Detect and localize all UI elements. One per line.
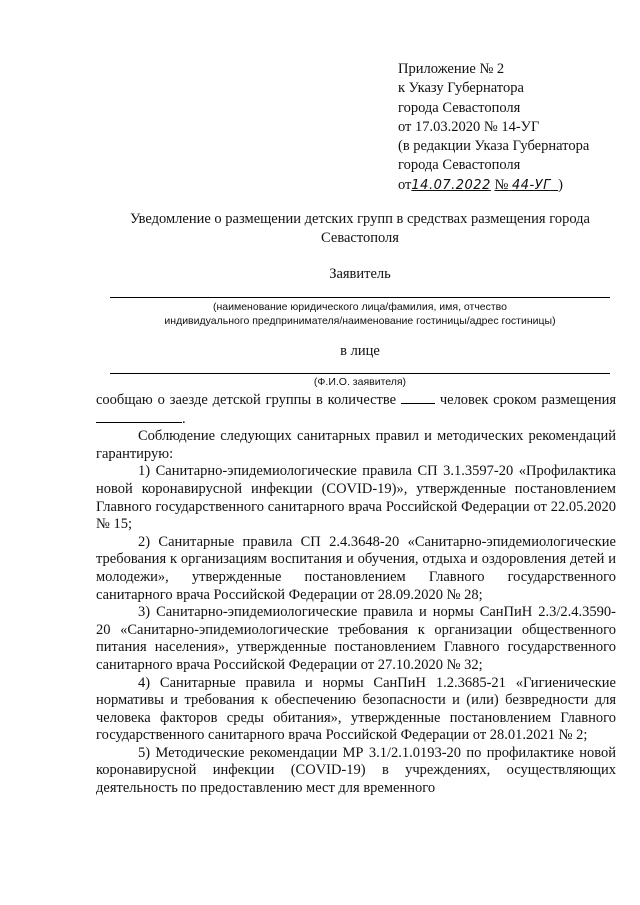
in-person-caption: (Ф.И.О. заявителя) [313,376,407,388]
paragraph: 5) Методические рекомендации МР 3.1/2.1.0193-20 по профилактике новой коронавирусной инфекции (COVID-19) в учреждениях, осуществляющих деятельность по предоставлению мест для временного [96,744,616,797]
paragraph: 2) Санитарные правила СП 2.4.3648-20 «Санитарно-эпидемиологические требования к организациям воспитания и обучения, отдыха и оздоровления детей и молодежи», утвержденные постановлением Главного государственного санитарного врача Российской Федерации от 28.09.2020 № 28; [96,533,616,603]
period-end: . [182,410,186,427]
decree-close: ) [558,176,563,193]
paragraph [96,391,616,428]
stay-period-blank [96,410,182,423]
document-body [96,391,616,798]
in-person-line [110,373,610,374]
paragraph: 1) Санитарно-эпидемиологические правила СП 3.1.3597-20 «Профилактика новой коронавирусной инфекции (COVID-19)», утвержденные постановлением Главного государственного санитарного врача Российской Федерации от 22.05.2020 № 15; [96,463,616,533]
appendix-line: Приложение № 2 [398,61,505,77]
group-count-text: сообщаю о заезде детской группы в количестве [96,392,397,408]
appendix-decree-line [398,176,628,195]
in-person-label: в лице [340,343,380,359]
applicant-caption-1: (наименование юридического лица/фамилия, имя, отчество [213,301,507,313]
stay-period-text: человек сроком размещения [439,392,617,408]
paragraph: 4) Санитарные правила и нормы СанПиН 1.2.3685-21 «Гигиенические нормативы и требования к обеспечению безопасности и (или) безвредности для человека факторов среды обитания», утвержденные постановлением Главного государственного санитарного врача Российской Федерации от 28.01.2021 № 2; [96,674,616,744]
appendix-line: (в редакции Указа Губернатора [398,138,590,155]
appendix-line: города Севастополя [398,157,521,174]
appendix-header [398,60,628,195]
decree-no-sign: № [494,176,509,193]
applicant-caption-2: индивидуального предпринимателя/наименование гостиницы/адрес гостиницы) [164,315,556,327]
applicant-line [110,297,610,298]
appendix-line: к Указу Губернатора [398,80,524,97]
handwritten-number: 44-УГ [511,177,551,193]
document-title: Уведомление о размещении детских групп в средствах размещения города Севастополя [130,211,590,246]
handwritten-date: 14.07.2022 [411,177,491,193]
group-count-blank [401,391,435,404]
appendix-line: города Севастополя [398,99,521,116]
decree-no [494,177,558,193]
decree-ot: от [398,176,412,193]
appendix-line: от 17.03.2020 № 14-УГ [398,118,540,135]
paragraph: Соблюдение следующих санитарных правил и методических рекомендаций гарантирую: [96,428,616,462]
paragraph: 3) Санитарно-эпидемиологические правила и нормы СанПиН 2.3/2.4.3590-20 «Санитарно-эпидемиологические требования к организации общественного питания населения», утвержденные постановлением Главного государственного санитарного врача Российской Федерации от 27.10.2020 № 32; [96,604,616,673]
applicant-label: Заявитель [329,266,391,282]
